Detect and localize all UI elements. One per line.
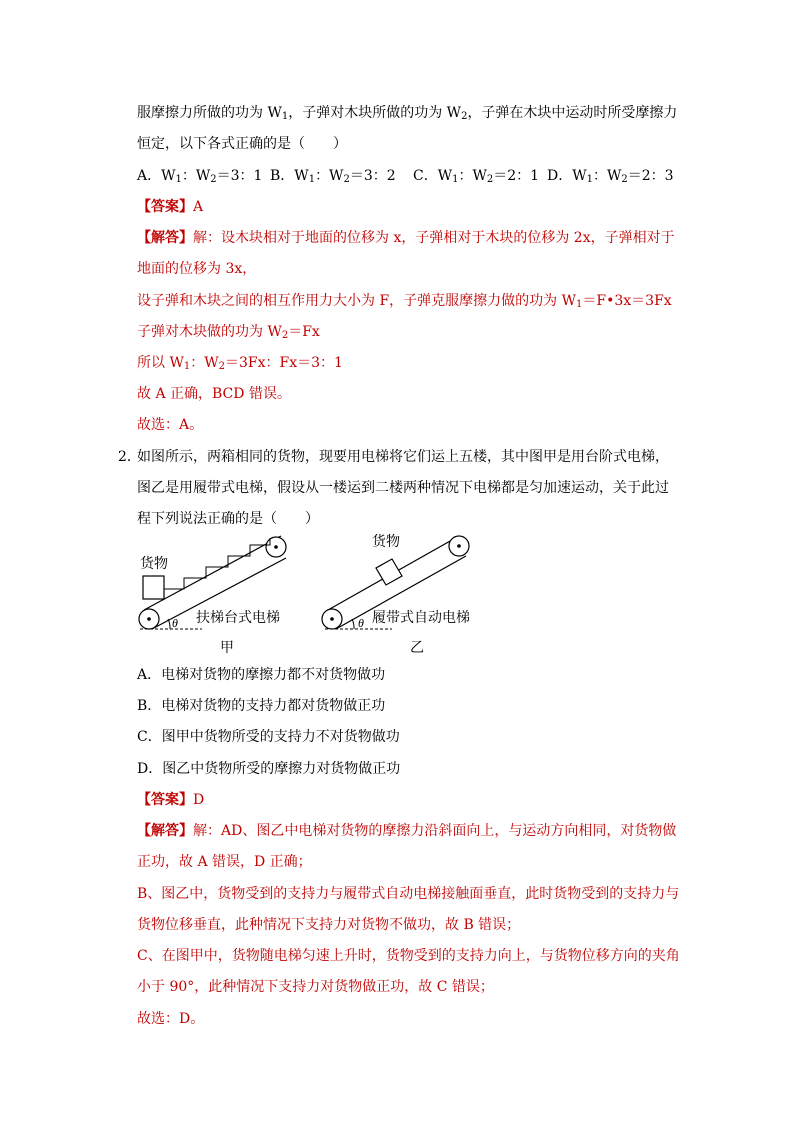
q2-stem-line2: 图乙是用履带式电梯，假设从一楼运到二楼两种情况下电梯都是匀加速运动，关于此过 — [137, 480, 669, 496]
q2-answer: 【答案】D — [137, 792, 205, 808]
q1-analysis-line1: 【解答】解：设木块相对于地面的位移为 x，子弹相对于木块的位移为 2x，子弹相对于 — [137, 230, 675, 246]
left-escalator-label: 扶梯台式电梯 — [196, 611, 280, 626]
right-cargo-label: 货物 — [372, 535, 400, 550]
q1-answer: 【答案】A — [137, 199, 204, 215]
q2-analysis-line6: 小于 90°，此种情况下支持力对货物做正功，故 C 错误； — [137, 979, 494, 995]
left-cargo-label: 货物 — [140, 557, 168, 572]
q2-option-d: D．图乙中货物所受的摩擦力对货物做正功 — [137, 761, 401, 777]
q2-analysis-line1: 【解答】解：AD、图乙中电梯对货物的摩擦力沿斜面向上，与运动方向相同，对货物做 — [137, 823, 677, 839]
q1-stem-line2: 恒定，以下各式正确的是（ ） — [137, 136, 347, 152]
q1-analysis-line7: 故选：A。 — [137, 417, 204, 433]
q2-stem-line1: 如图所示，两箱相同的货物，现要用电梯将它们运上五楼，其中图甲是用台阶式电梯， — [137, 449, 669, 465]
q1-option-a: A．$W_1$：$W_2=3$：1 — [137, 168, 263, 185]
right-caption: 乙 — [410, 641, 424, 656]
left-caption: 甲 — [220, 641, 234, 656]
q1-option-c: C．$W_1$：$W_2=2$：1 — [413, 168, 540, 185]
right-angle-label: θ — [358, 616, 364, 630]
q2-analysis-line2: 正功，故 A 错误，D 正确； — [137, 854, 312, 870]
q2-stem-line3: 程下列说法正确的是（ ） — [137, 511, 319, 527]
q2-option-a: A．电梯对货物的摩擦力都不对货物做功 — [137, 667, 386, 683]
left-angle-label: θ — [172, 616, 178, 630]
q1-analysis-line3: 设子弹和木块之间的相互作用力大小为 F，子弹克服摩擦力做的功为 $W_1=F•3x=3Fx$ — [137, 293, 672, 310]
q1-option-b: B．$W_1$：$W_2=3$：2 — [270, 168, 396, 185]
q2-analysis-line5: C、在图甲中，货物随电梯匀速上升时，货物受到的支持力向上，与货物位移方向的夹角 — [137, 948, 680, 964]
q2-analysis-line3: B、图乙中，货物受到的支持力与履带式自动电梯接触面垂直，此时货物受到的支持力与 — [137, 886, 680, 902]
q2-analysis-line7: 故选：D。 — [137, 1011, 205, 1027]
q1-analysis-line4: 子弹对木块做的功为 $W_2=Fx$ — [137, 324, 320, 341]
q1-option-d: D．$W_1$：$W_2=2$：3 — [547, 168, 674, 185]
q1-analysis-line6: 故 A 正确，BCD 错误。 — [137, 386, 291, 402]
q2-analysis-line4: 货物位移垂直，此种情况下支持力对货物不做功，故 B 错误； — [137, 917, 521, 933]
q2-option-b: B．电梯对货物的支持力都对货物做正功 — [137, 698, 386, 714]
q2-option-c: C．图甲中货物所受的支持力不对货物做功 — [137, 729, 400, 745]
q1-stem-line1: 服摩擦力所做的功为 $W_1$，子弹对木块所做的功为 $W_2$，子弹在木块中运动时所受摩擦力 — [137, 105, 678, 122]
q2-number: 2． — [118, 449, 141, 465]
q1-analysis-line5: 所以 $W_1$：$W_2=3Fx$：Fx＝3：1 — [137, 355, 343, 372]
q1-analysis-line2: 地面的位移为 3x， — [137, 261, 257, 277]
escalator-figure — [130, 528, 490, 658]
left-cargo-box — [143, 576, 164, 599]
right-escalator-label: 履带式自动电梯 — [372, 611, 470, 626]
